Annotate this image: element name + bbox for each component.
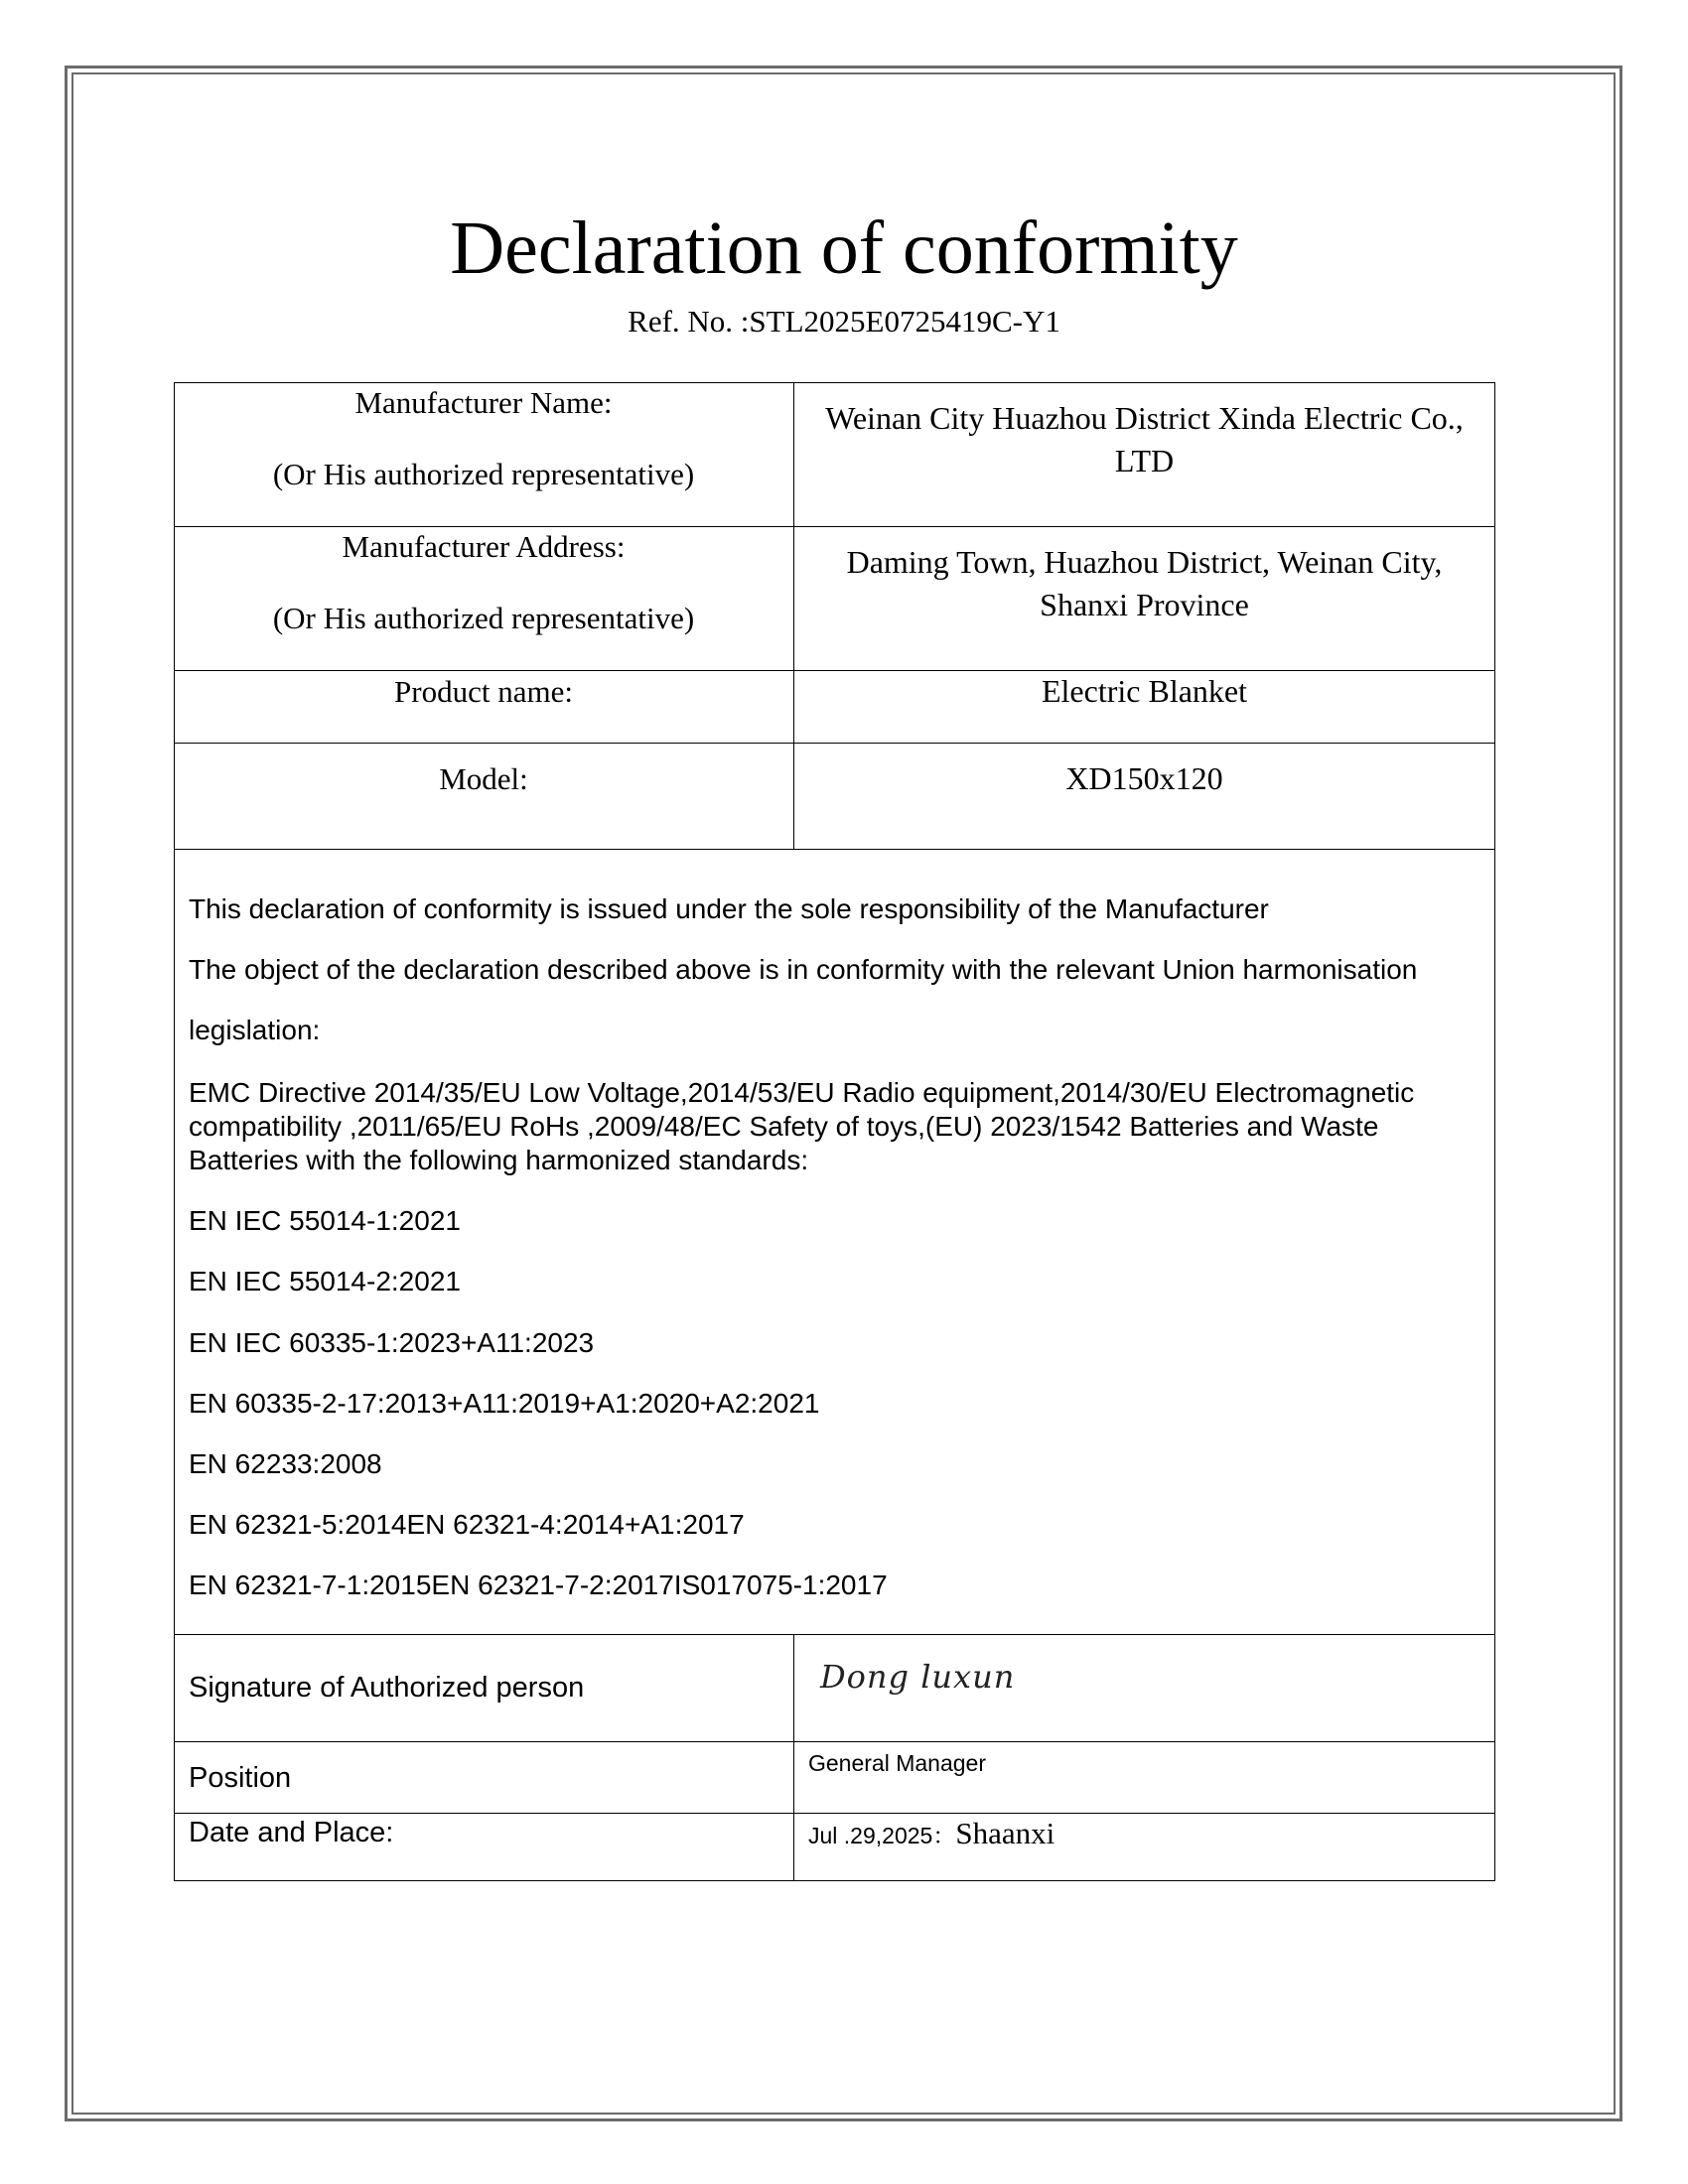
declaration-statement: This declaration of conformity is issued under the sole responsibility of the Manufacturer [189,893,1269,924]
standard-item: EN IEC 55014-2:2021 [189,1266,461,1297]
date-value: Jul .29,2025： [808,1823,956,1848]
model-label: Model: [439,761,528,796]
handwritten-signature: Dong luxun [820,1658,1016,1696]
standard-item: EN 62321-7-1:2015EN 62321-7-2:2017IS017075-1:2017 [189,1570,888,1600]
directive-line: EMC Directive 2014/35/EU Low Voltage,2014/53/EU Radio equipment,2014/30/EU Electromagnetic [189,1077,1415,1108]
manufacturer-address-value: Daming Town, Huazhou District, Weinan City, [846,544,1443,580]
manufacturer-name-label: Manufacturer Name: [354,385,613,420]
table-row-divider [174,526,1495,527]
declaration-legislation: legislation: [189,1015,321,1045]
manufacturer-address-value-cont: Shanxi Province [1040,587,1249,622]
standard-item: EN 62233:2008 [189,1448,382,1479]
directive-line: compatibility ,2011/65/EU RoHs ,2009/48/EC Safety of toys,(EU) 2023/1542 Batteries and Waste [189,1111,1379,1142]
product-name-label: Product name: [394,674,573,709]
date-place-label: Date and Place: [189,1817,394,1848]
reference-number: Ref. No. :STL2025E0725419C-Y1 [628,304,1060,339]
table-row-divider [174,1813,1495,1814]
place-value: Shaanxi [955,1816,1055,1850]
document-title: Declaration of conformity [450,206,1238,290]
table-row-divider [174,743,1495,744]
standard-item: EN 62321-5:2014EN 62321-4:2014+A1:2017 [189,1509,745,1540]
product-name-value: Electric Blanket [1041,673,1247,709]
signature-label: Signature of Authorized person [189,1672,585,1704]
manufacturer-address-sublabel: (Or His authorized representative) [272,601,695,635]
standard-item: EN IEC 60335-1:2023+A11:2023 [189,1327,595,1358]
position-value: General Manager [808,1750,986,1776]
manufacturer-name-sublabel: (Or His authorized representative) [272,457,695,491]
table-row-divider [174,849,1495,850]
table-row-divider [174,1741,1495,1742]
declaration-conformity: The object of the declaration described above is in conformity with the relevant Union harmonisation [189,954,1418,985]
directive-line: Batteries with the following harmonized standards: [189,1145,809,1175]
date-place-value [808,1816,1055,1851]
manufacturer-name-value-cont: LTD [1114,443,1175,478]
position-label: Position [189,1762,292,1794]
manufacturer-name-value: Weinan City Huazhou District Xinda Electric Co., [825,400,1464,436]
standard-item: EN IEC 55014-1:2021 [189,1205,461,1236]
model-value: XD150x120 [1065,760,1223,796]
standard-item: EN 60335-2-17:2013+A11:2019+A1:2020+A2:2021 [189,1388,820,1419]
manufacturer-address-label: Manufacturer Address: [342,529,626,564]
table-row-divider [174,1634,1495,1635]
table-column-divider [793,1634,794,1881]
